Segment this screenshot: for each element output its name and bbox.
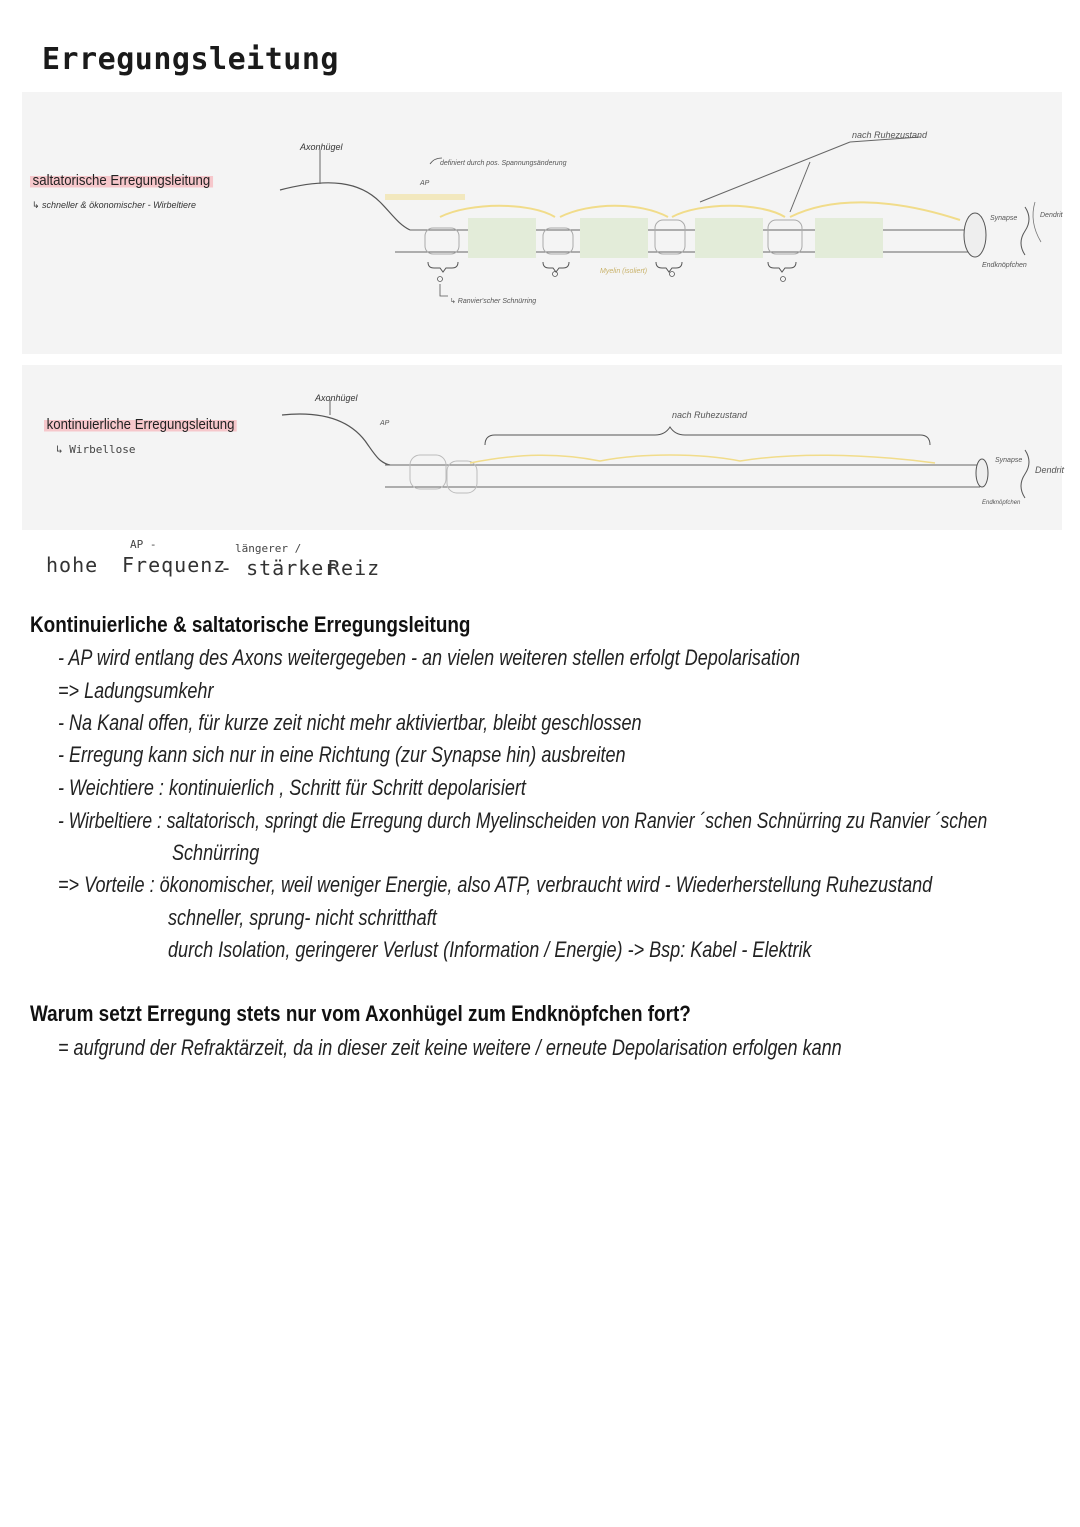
continuous-dendrit-label: Dendrit [1035, 465, 1065, 475]
section1-line-8: => Vorteile : ökonomischer, weil weniger Energie, also ATP, verbraucht wird - Wiederherstellung Ruhezustand [58, 872, 933, 897]
continuous-sublabel: ↳ Wirbellose [56, 443, 136, 456]
saltatory-sublabel: ↳ schneller & ökonomischer - Wirbeltiere [32, 200, 197, 210]
saltatory-dendrit-label: Dendrit [1040, 212, 1063, 219]
saltatory-ap-label: AP [420, 180, 430, 187]
continuous-synapse-label: Synapse [995, 457, 1023, 464]
section1-line-4: - Erregung kann sich nur in eine Richtung (zur Synapse hin) ausbreiten [58, 742, 626, 767]
section1-line-7: Schnürring [172, 840, 260, 865]
continuous-endknoepfchen-label: Endknöpfchen [982, 500, 1021, 506]
section2-answer: = aufgrund der Refraktärzeit, da in dieser zeit keine weitere / erneute Depolarisation erfolgen kann [58, 1035, 842, 1060]
continuous-label: kontinuierliche Erregungsleitung [44, 416, 263, 434]
section1-line-1: - AP wird entlang des Axons weitergegeben - an vielen weiteren stellen erfolgt Depolarisation [58, 645, 801, 670]
saltatory-ruhezustand-label: nach Ruhezustand [852, 130, 928, 140]
saltatory-myelin-label: Myelin (isoliert) [600, 268, 648, 275]
saltatory-definiert-label: definiert durch pos. Spannungsänderung [440, 160, 567, 167]
saltatory-ranvier-label: ↳ Ranvier'scher Schnürring [450, 298, 537, 305]
continuous-diagram [0, 365, 1080, 530]
page-title: Erregungsleitung [42, 42, 339, 77]
continuous-ruhezustand-label: nach Ruhezustand [672, 410, 748, 420]
section1-heading: Kontinuierliche & saltatorische Erregungsleitung [30, 612, 471, 637]
saltatory-endknoepfchen-label: Endknöpfchen [982, 262, 1027, 269]
section1-line-6: - Wirbeltiere : saltatorisch, springt die Erregung durch Myelinscheiden von Ranvier ´schen Schnürring zu Ranvier ´schen [58, 808, 988, 833]
handnote-frequenz: Frequenz [122, 553, 227, 577]
continuous-axonhuegel-label: Axonhügel [315, 393, 358, 403]
saltatory-synapse-label: Synapse [990, 215, 1018, 222]
saltatory-label: saltatorische Erregungsleitung [30, 172, 238, 190]
section1-line-3: - Na Kanal offen, für kurze zeit nicht mehr aktiviertbar, bleibt geschlossen [58, 710, 642, 735]
section1-line-9: schneller, sprung- nicht schritthaft [168, 905, 437, 930]
continuous-ap-label: AP [380, 420, 390, 427]
handnote-staerker: - stärker [220, 556, 338, 580]
handnote-hohe: hohe [46, 553, 99, 577]
handnote-laengerer: längerer / [235, 542, 302, 555]
section1-line-5: - Weichtiere : kontinuierlich , Schritt für Schritt depolarisiert [58, 775, 526, 800]
handnote-reiz: Reiz [328, 556, 381, 580]
handnote-ap-label: AP - [130, 538, 157, 551]
section1-line-2: => Ladungsumkehr [58, 678, 214, 703]
saltatory-axonhuegel-label: Axonhügel [300, 142, 343, 152]
section2-heading: Warum setzt Erregung stets nur vom Axonhügel zum Endknöpfchen fort? [30, 1001, 691, 1026]
section1-line-10: durch Isolation, geringerer Verlust (Information / Energie) -> Bsp: Kabel - Elektrik [168, 937, 812, 962]
